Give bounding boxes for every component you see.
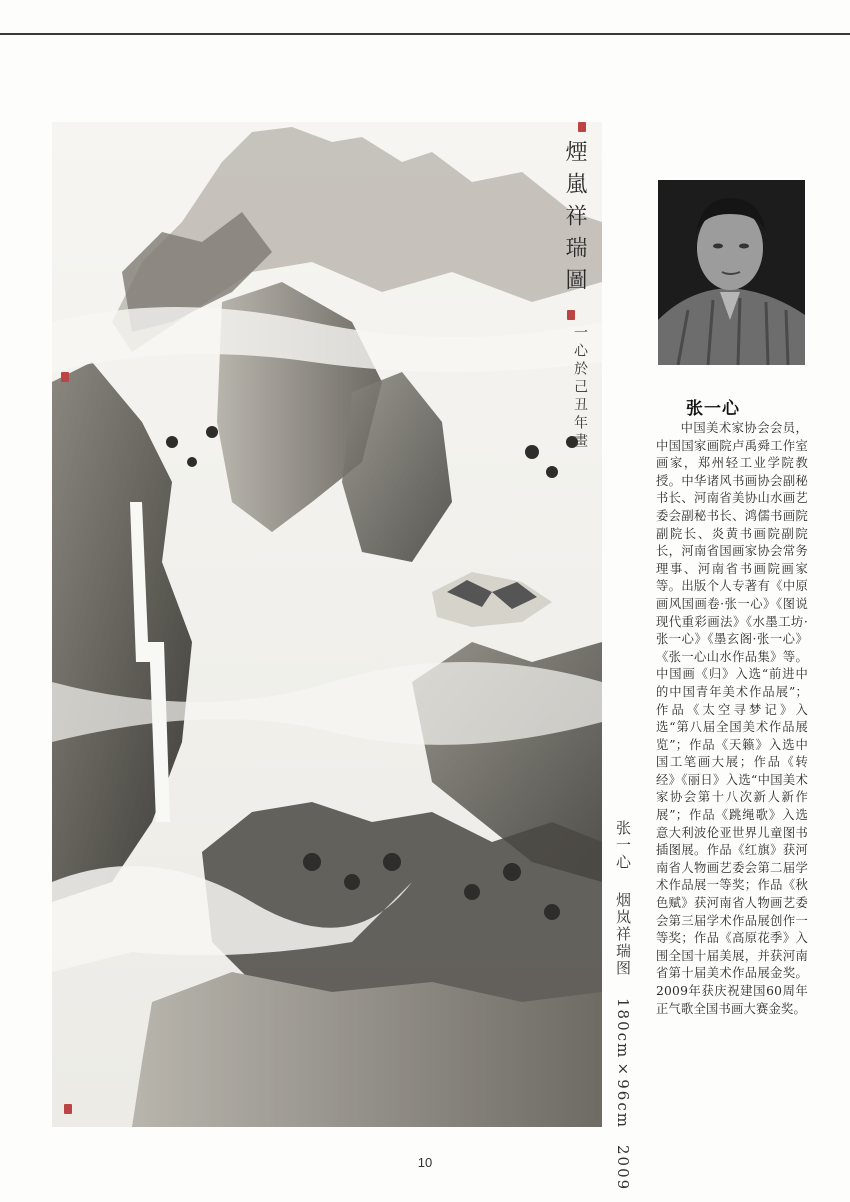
caption-size: 180cm×96cm [614,997,632,1129]
seal-stamp [64,1104,72,1114]
painting-title-vertical: 煙嵐祥瑞圖 [562,140,587,300]
caption-artist: 张一心 [614,820,632,871]
seal-stamp [61,372,69,382]
painting-caption [612,820,634,1192]
seal-stamp [567,310,575,320]
seal-stamp [578,122,586,132]
portrait-photo [658,180,805,365]
artist-name: 张一心 [686,399,740,419]
caption-year: 2009 [614,1145,632,1192]
painting-inscription: 一心於己丑年畫 [572,325,588,451]
artist-bio: 中国美术家协会会员，中国国家画院卢禹舜工作室画家，郑州轻工业学院教授。中华诸风书画协会副秘书长、河南省美协山水画艺委会副秘书长、鸿儒书画院副院长、炎黄书画院副院长，河南省国画家协会常务理事、河南省书画院画家等。出版个人专著有《中原画风国画卷·张一心》《图说现代重彩画法》《水墨工坊·张一心》《墨玄阁·张一心》《张一心山水作品集》等。中国画《归》入选“前进中的中国青年美术作品展”；作品《太空寻梦记》入选“第八届全国美术作品展览”；作品《天籁》入选中国工笔画大展；作品《转经》《丽日》入选“中国美术家协会第十八次新人新作展”；作品《跳绳歌》入选意大利波伦亚世界儿童图书插图展。作品《红旗》获河南省人物画艺委会第二届学术作品展一等奖；作品《秋色赋》获河南省人物画艺委会第三届学术作品展创作一等奖；作品《高原花季》入围全国十届美展，并获河南省第十届美术作品展金奖。2009年获庆祝建国60周年正气歌全国书画大赛金奖。 [656,421,808,1016]
painting-artwork [52,122,602,1127]
caption-title: 烟岚祥瑞图 [614,891,632,977]
artist-portrait [658,180,805,365]
top-rule [0,33,850,35]
landscape-painting [52,122,602,1127]
page-number: 10 [417,1155,433,1170]
